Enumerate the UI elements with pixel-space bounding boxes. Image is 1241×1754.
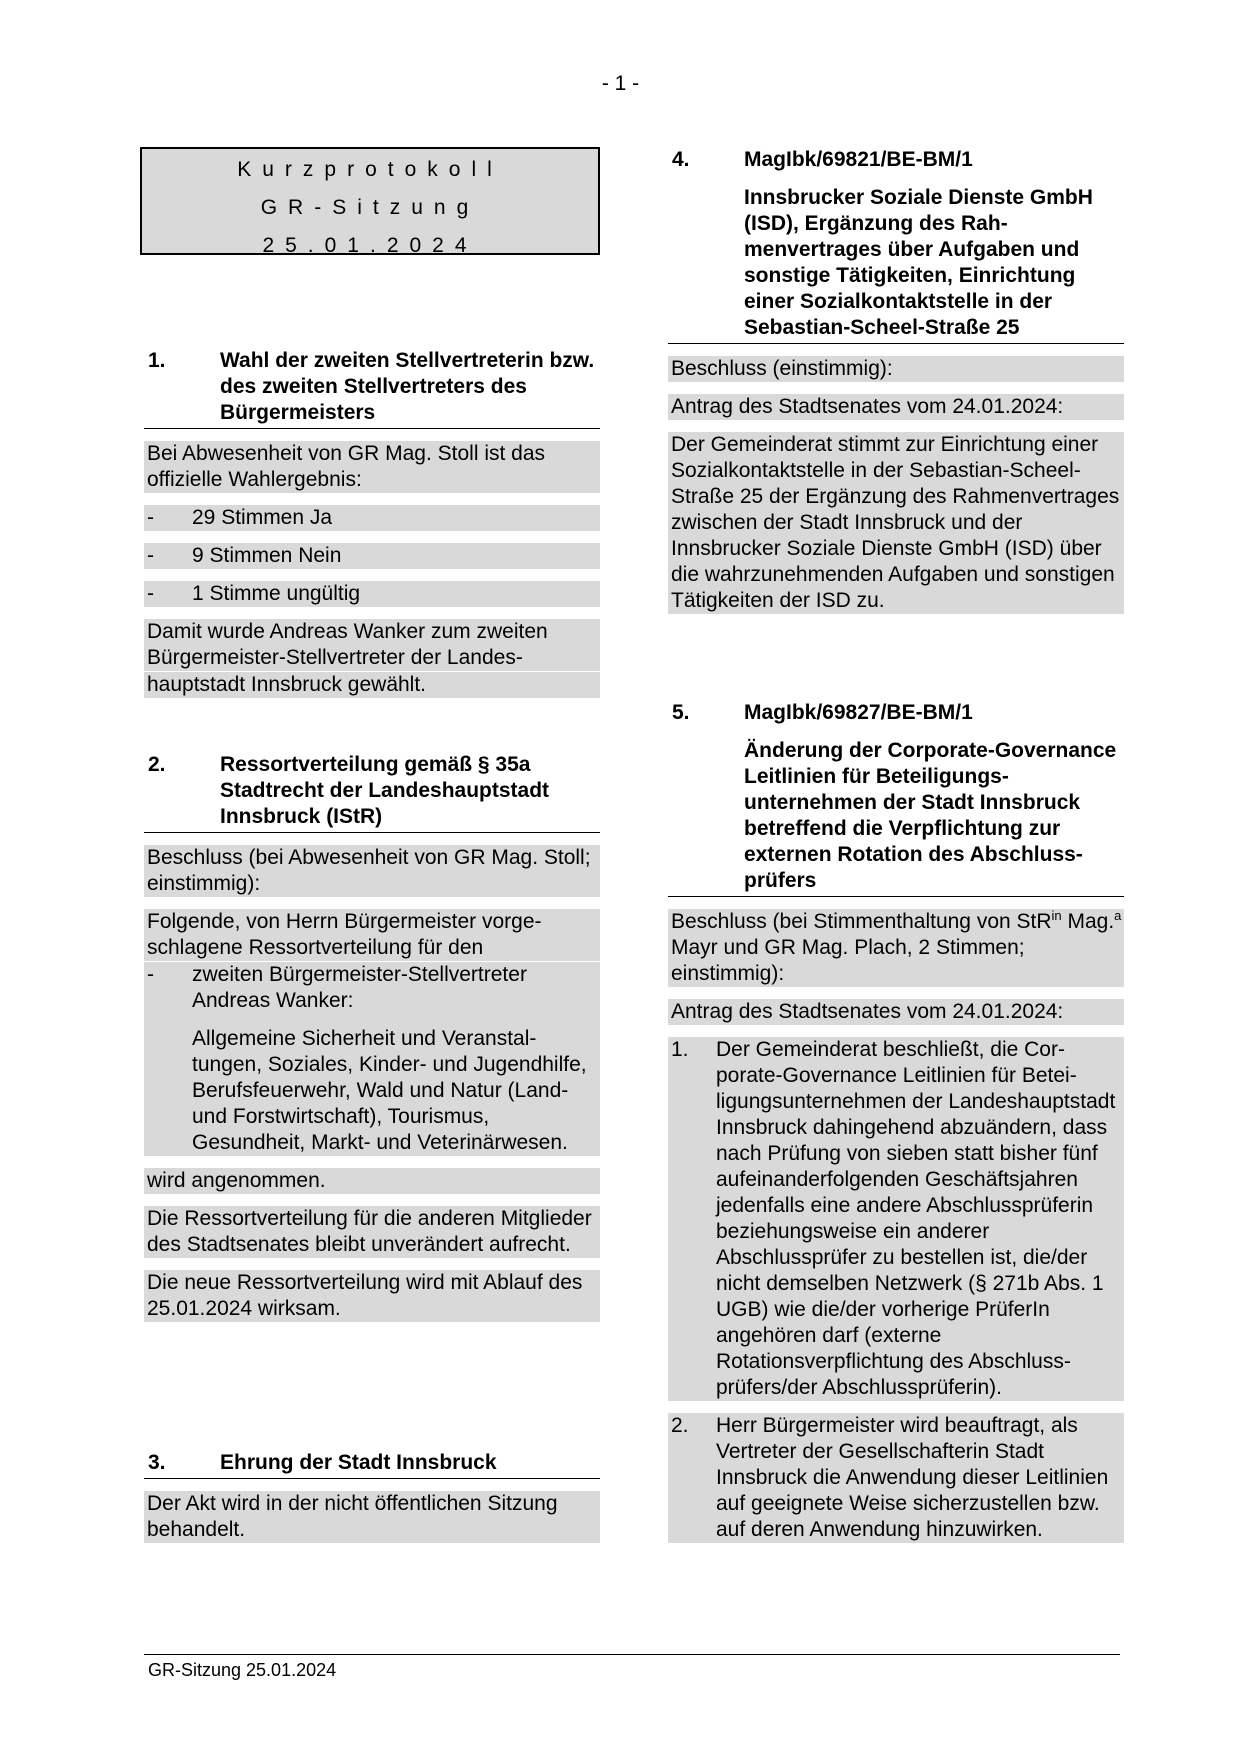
section-4-title: Innsbrucker Soziale Dienste GmbH (ISD), Ergänzung des Rahmenvertrages über Aufgaben und sonstige Tätigkeiten, Einrichtung einer Sozialkontaktstelle in der Sebastian-Scheel-Straße 25 [744, 186, 1093, 339]
section-5-title: Änderung der Corporate-Governance Leitlinien für Beteiligungsunternehmen der Stadt Innsbruck betreffend die Verpflichtung zur externen Rotation des Abschlussprüfers [744, 739, 1117, 892]
section-1-heading [144, 348, 600, 429]
section-1 [144, 348, 600, 710]
section-5-resolution [668, 909, 1124, 987]
section-2-resolution: Beschluss (bei Abwesenheit von GR Mag. Stoll; einstimmig): [144, 845, 600, 897]
section-5-heading [668, 700, 1124, 897]
section-5-motion: Antrag des Stadtsenates vom 24.01.2024: [668, 999, 1124, 1025]
bullet-mark: - [147, 506, 154, 529]
section-4-heading [668, 147, 1124, 344]
list-item [144, 581, 600, 607]
section-2-effective: Die neue Ressortverteilung wird mit Ablauf des 25.01.2024 wirksam. [144, 1270, 600, 1322]
section-1-intro: Bei Abwesenheit von GR Mag. Stoll ist das offizielle Wahlergebnis: [144, 441, 600, 493]
superscript-a: a [1114, 908, 1122, 923]
list-item [668, 1037, 1124, 1401]
section-4-motion: Antrag des Stadtsenates vom 24.01.2024: [668, 394, 1124, 420]
list-item [144, 962, 600, 1156]
section-5-code: MagIbk/69827/BE-BM/1 [744, 701, 973, 724]
item-number: 2. [671, 1414, 689, 1437]
section-2-bullet-b: Allgemeine Sicherheit und Veranstaltungen, Soziales, Kinder- und Jugendhilfe, Berufsfeuerwehr, Wald und Natur (Land- und Forstwirtschaft), Tourismus, Gesundheit, Markt- und Veterinärwesen. [192, 1027, 587, 1154]
title-box [140, 147, 600, 255]
vote-yes: 29 Stimmen Ja [192, 506, 333, 529]
page-number: - 1 - [601, 72, 640, 95]
title-line-3: 25.01.2024 [262, 234, 478, 257]
vote-no: 9 Stimmen Nein [192, 544, 342, 567]
title-line-2: GR-Sitzung [260, 196, 480, 219]
superscript-in: in [1051, 908, 1062, 923]
section-4-text: Der Gemeinderat stimmt zur Einrichtung einer Sozialkontaktstelle in der Sebastian-Scheel-Straße 25 der Ergänzung des Rahmenvertrages zwischen der Stadt Innsbruck und der Innsbrucker Soziale Dienste GmbH (ISD) über die wahrzunehmenden Aufgaben und sonstigen Tätigkeiten der ISD zu. [668, 432, 1124, 614]
list-item [668, 1413, 1124, 1543]
bullet-mark: - [147, 582, 154, 605]
section-1-title: Wahl der zweiten Stellvertreterin bzw. des zweiten Stellvertreters des Bürgermeisters [220, 349, 595, 424]
resolution-part-a: Beschluss (bei Stimmenthaltung von StR [671, 910, 1052, 933]
section-4 [668, 147, 1124, 626]
list-item [144, 543, 600, 569]
section-4-number: 4. [672, 148, 690, 171]
list-item [144, 505, 600, 531]
section-2-accepted: wird angenommen. [144, 1168, 600, 1194]
bullet-mark: - [147, 544, 154, 567]
resolution-part-c: Mayr und GR Mag. Plach, 2 Stimmen; einstimmig): [671, 936, 1025, 985]
section-1-number: 1. [148, 349, 166, 372]
section-4-resolution: Beschluss (einstimmig): [668, 356, 1124, 382]
section-2-heading [144, 752, 600, 833]
section-3-number: 3. [148, 1451, 166, 1474]
section-5 [668, 700, 1124, 1555]
footer-divider [144, 1654, 1120, 1655]
section-2-bullet-a: zweiten Bürgermeister-Stellvertreter Andreas Wanker: [192, 963, 527, 1012]
section-5-number: 5. [672, 701, 690, 724]
section-2-number: 2. [148, 753, 166, 776]
section-3-text: Der Akt wird in der nicht öffentlichen Sitzung behandelt. [144, 1491, 600, 1543]
title-line-1: Kurzprotokoll [237, 158, 503, 181]
resolution-part-b: Mag. [1061, 910, 1115, 933]
section-3-heading [144, 1450, 600, 1479]
section-5-item-2: Herr Bürgermeister wird beauftragt, als Vertreter der Gesellschafterin Stadt Innsbruck die Anwendung dieser Leitlinien auf geeignete Weise sicherzustellen bzw. auf deren Anwendung hinzuwirken. [716, 1414, 1109, 1541]
section-3-title: Ehrung der Stadt Innsbruck [220, 1451, 497, 1474]
section-2-others: Die Ressortverteilung für die anderen Mitglieder des Stadtsenates bleibt unverändert aufrecht. [144, 1206, 600, 1258]
footer-text: GR-Sitzung 25.01.2024 [148, 1660, 337, 1680]
item-number: 1. [671, 1038, 689, 1061]
section-4-code: MagIbk/69821/BE-BM/1 [744, 148, 973, 171]
section-1-result-a: Damit wurde Andreas Wanker zum zweiten Bürgermeister-Stellvertreter der Landes- [144, 619, 600, 671]
section-2-title: Ressortverteilung gemäß § 35a Stadtrecht der Landeshauptstadt Innsbruck (IStR) [220, 753, 550, 828]
section-1-result-b: hauptstadt Innsbruck gewählt. [144, 672, 600, 698]
section-3 [144, 1450, 600, 1555]
bullet-mark: - [147, 963, 154, 986]
section-2-intro: Folgende, von Herrn Bürgermeister vorgeschlagene Ressortverteilung für den [144, 909, 600, 961]
section-5-item-1: Der Gemeinderat beschließt, die Corporate-Governance Leitlinien für Beteiligungsunternehmen der Landeshauptstadt Innsbruck dahingehend abzuändern, dass nach Prüfung von sieben statt bisher fünf aufeinanderfolgenden Geschäftsjahren jedenfalls eine andere Abschlussprüferin beziehungsweise ein anderer Abschlussprüfer zu bestellen ist, die/der nicht demselben Netzwerk (§ 271b Abs. 1 UGB) wie die/der vorherige PrüferIn angehören darf (externe Rotationsverpflichtung des Abschlussprüfers/der Abschlussprüferin). [716, 1038, 1116, 1399]
section-2 [144, 752, 600, 1334]
vote-invalid: 1 Stimme ungültig [192, 582, 361, 605]
